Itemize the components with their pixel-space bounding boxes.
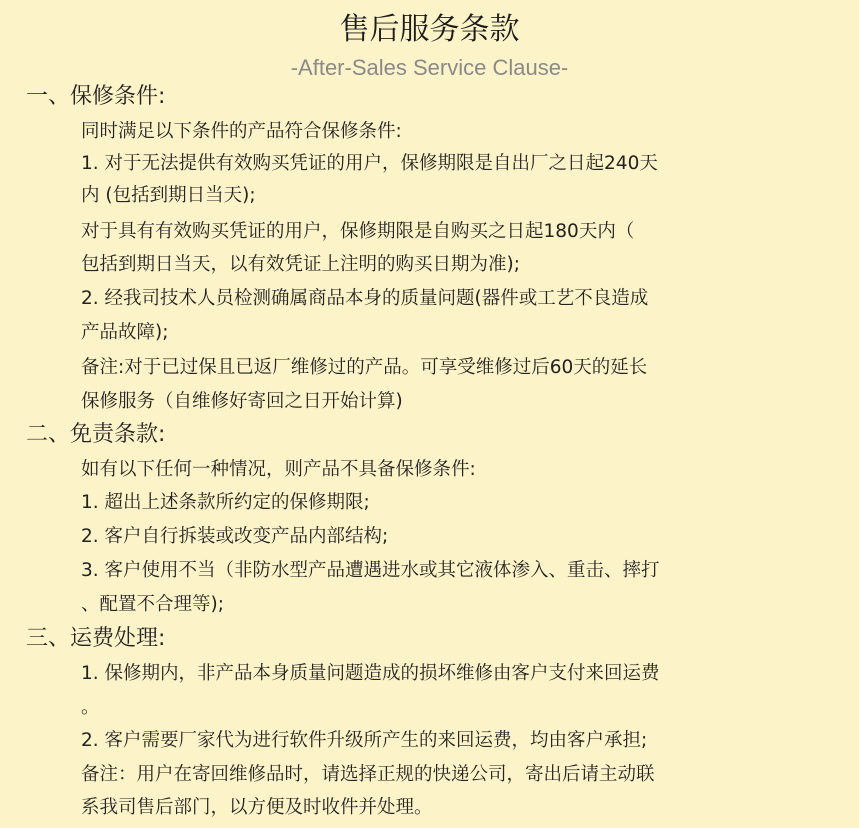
section-line: 1. 对于无法提供有效购买凭证的用户，保修期限是自出厂之日起240天 bbox=[81, 153, 658, 174]
section-line: 2. 客户需要厂家代为进行软件升级所产生的来回运费，均由客户承担; bbox=[81, 730, 648, 751]
section-line: 备注：用户在寄回维修品时，请选择正规的快递公司，寄出后请主动联 bbox=[81, 764, 655, 785]
section-line: 内 (包括到期日当天); bbox=[81, 185, 256, 206]
page-title: 售后服务条款 bbox=[339, 12, 520, 47]
section-line: 2. 经我司技术人员检测确属商品本身的质量问题(器件或工艺不良造成 bbox=[81, 288, 649, 309]
section-line: 备注:对于已过保且已返厂维修过的产品。可享受维修过后60天的延长 bbox=[81, 357, 648, 378]
section-heading-warranty-conditions: 一、保修条件: bbox=[26, 84, 166, 109]
section-line: 1. 保修期内，非产品本身质量问题造成的损坏维修由客户支付来回运费 bbox=[81, 663, 660, 684]
section-line: 系我司售后部门，以方便及时收件并处理。 bbox=[81, 797, 433, 818]
page-subtitle: -After-Sales Service Clause- bbox=[290, 55, 569, 80]
section-line: 。 bbox=[81, 697, 100, 718]
section-heading-shipping: 三、运费处理: bbox=[26, 626, 166, 651]
section-line: 保修服务（自维修好寄回之日开始计算) bbox=[81, 391, 403, 412]
section-line: 3. 客户使用不当（非防水型产品遭遇进水或其它液体渗入、重击、摔打 bbox=[81, 560, 660, 581]
section-line: 对于具有有效购买凭证的用户，保修期限是自购买之日起180天内（ bbox=[81, 221, 635, 242]
section-heading-disclaimer: 二、免责条款: bbox=[26, 422, 166, 447]
section-line: 同时满足以下条件的产品符合保修条件: bbox=[81, 121, 402, 142]
section-line: 1. 超出上述条款所约定的保修期限; bbox=[81, 492, 370, 513]
section-line: 包括到期日当天，以有效凭证上注明的购买日期为准); bbox=[81, 254, 520, 275]
section-line: 产品故障); bbox=[81, 322, 169, 343]
section-line: 2. 客户自行拆装或改变产品内部结构; bbox=[81, 526, 389, 547]
section-line: 、配置不合理等); bbox=[81, 594, 224, 615]
section-line: 如有以下任何一种情况，则产品不具备保修条件: bbox=[81, 459, 476, 480]
